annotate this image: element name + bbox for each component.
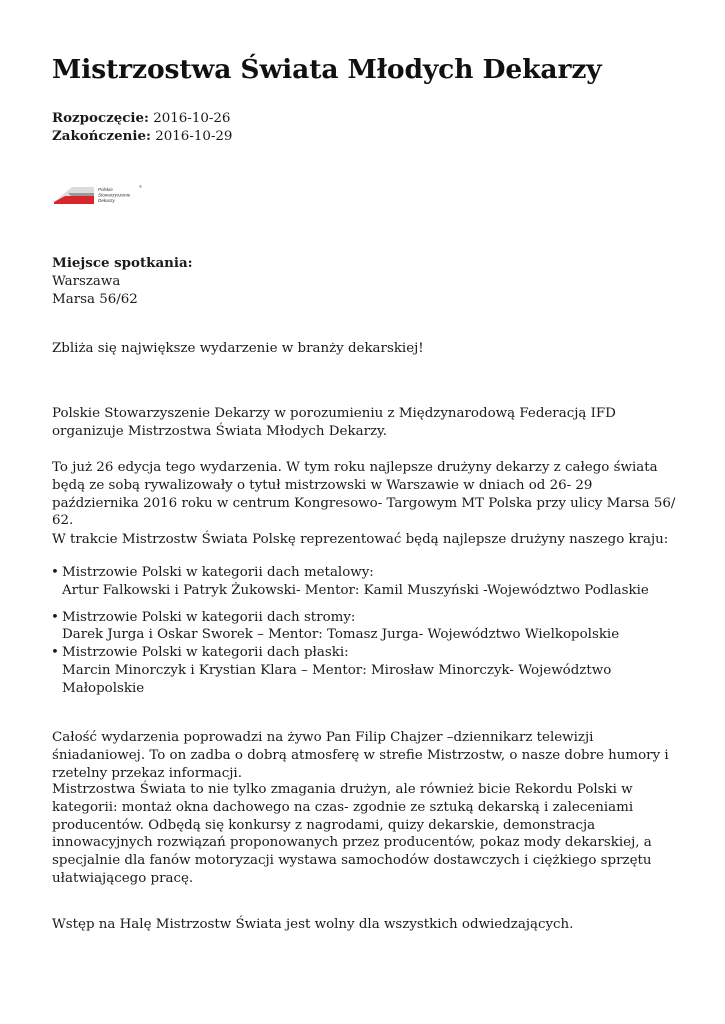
team-members: Artur Falkowski i Patryk Żukowski- Mentor: Kamil Muszyński -Województwo Podlaskie xyxy=(62,582,649,598)
team-category: • Mistrzowie Polski w kategorii dach stromy: xyxy=(62,609,356,625)
paragraph-edition: To już 26 edycja tego wydarzenia. W tym roku najlepsze drużyny dekarzy z całego świata będą ze sobą rywalizowały o tytuł mistrzowski w Warszawie w dniach od 26- 29 października 2016 roku w centrum Kongresowo- Targowym MT Polska przy ulicy Marsa 56/ 62. xyxy=(52,460,676,529)
venue-label: Miejsce spotkania: xyxy=(52,255,193,271)
list-item xyxy=(52,609,682,645)
start-date-row xyxy=(52,110,232,128)
start-date-value: 2016-10-26 xyxy=(153,111,231,126)
intro-paragraph: Zbliża się największe wydarzenie w branży dekarskiej! xyxy=(52,341,424,356)
list-item xyxy=(52,564,682,600)
start-date-label: Rozpoczęcie: xyxy=(52,110,149,126)
paragraph-organizer: Polskie Stowarzyszenie Dekarzy w porozumieniu z Międzynarodową Federacją IFD organizuje Mistrzostwa Świata Młodych Dekarzy. xyxy=(52,406,616,439)
end-date-label: Zakończenie: xyxy=(52,127,151,144)
logo-roof-mid xyxy=(68,193,94,196)
venue-street: Marsa 56/62 xyxy=(52,291,138,307)
team-category: • Mistrzowie Polski w kategorii dach metalowy: xyxy=(62,565,374,580)
logo-registered-mark: ® xyxy=(139,184,142,189)
team-category: • Mistrzowie Polski w kategorii dach płaski: xyxy=(62,645,349,661)
team-members: Darek Jurga i Oskar Sworek – Mentor: Tomasz Jurga- Województwo Wielkopolskie xyxy=(62,627,620,643)
list-item xyxy=(52,644,682,697)
paragraph-teams-intro: W trakcie Mistrzostw Świata Polskę reprezentować będą najlepsze drużyny naszego kraju: xyxy=(52,532,669,547)
paragraph-entry: Wstęp na Halę Mistrzostw Świata jest wolny dla wszystkich odwiedzających. xyxy=(52,917,574,932)
paragraph-record: Mistrzostwa Świata to nie tylko zmagania drużyn, ale również bicie Rekordu Polski w kategorii: montaż okna dachowego na czas- zgodnie ze sztuką dekarską i zaleceniami producentów. Odbędą się konkursy z nagrodami, quizy dekarskie, demonstracja innowacyjnych rozwiązań proponowanych przez producentów, pokaz mody dekarskiej, a specjalnie dla fanów motoryzacji wystawa samochodów dostawczych i ciężkiego sprzętu ułatwiającego pracę. xyxy=(52,782,652,887)
logo-text-line2: Stowarzyszenie xyxy=(98,192,131,198)
paragraph-host: Całość wydarzenia poprowadzi na żywo Pan Filip Chajzer –dziennikarz telewizji śniadaniowej. To on zadba o dobrą atmosferę w strefie Mistrzostw, o nasze dobre humory i rzetelny przekaz informacji. xyxy=(52,730,669,781)
logo-text-line1: Polskie xyxy=(98,187,113,192)
event-dates xyxy=(52,110,232,146)
team-members: Marcin Minorczyk i Krystian Klara – Mentor: Mirosław Minorczyk- Województwo Małopolskie xyxy=(62,663,612,696)
logo-text-line3: Dekarzy xyxy=(98,198,115,203)
venue-city: Warszawa xyxy=(52,273,121,289)
end-date-row xyxy=(52,128,232,146)
venue xyxy=(52,255,193,308)
teams-list xyxy=(52,564,682,698)
psd-logo xyxy=(52,180,146,210)
page-title: Mistrzostwa Świata Młodych Dekarzy xyxy=(52,54,602,85)
end-date-value: 2016-10-29 xyxy=(155,128,233,144)
